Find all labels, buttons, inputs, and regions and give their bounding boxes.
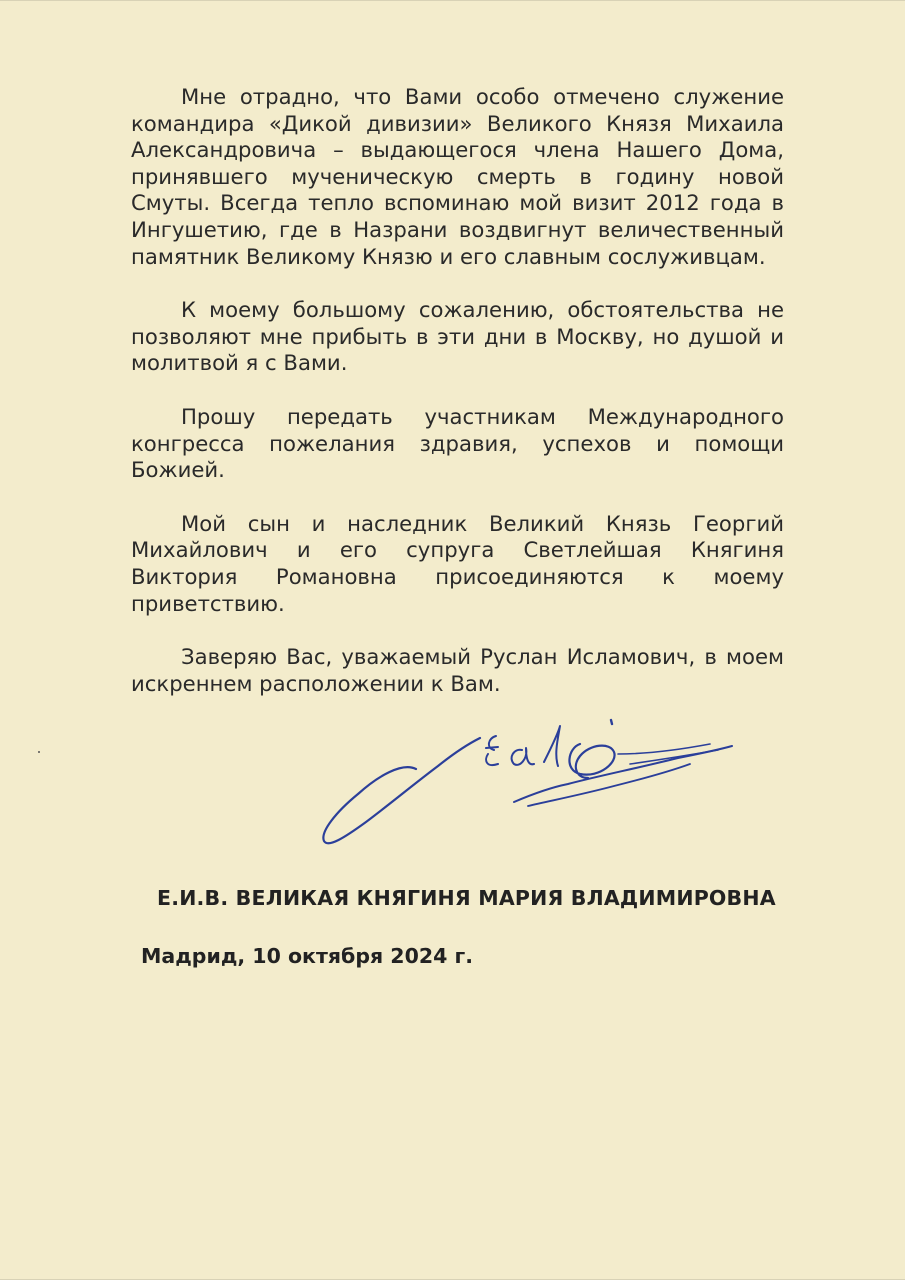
paragraph-wishes: Прошу передать участникам Международного конгресса пожелания здравия, успехов и помощи Божией.: [131, 403, 784, 483]
signatory-name: Е.И.В. ВЕЛИКАЯ КНЯГИНЯ МАРИЯ ВЛАДИМИРОВНА: [157, 886, 776, 910]
paragraph-family-greeting: Мой сын и наследник Великий Князь Георгий Михайлович и его супруга Светлейшая Княгиня Виктория Романовна присоединяются к моему приветствию.: [131, 510, 784, 616]
handwritten-signature-icon: [318, 714, 748, 854]
paragraph-regret: К моему большому сожалению, обстоятельства не позволяют мне прибыть в эти дни в Москву, но душой и молитвой я с Вами.: [131, 297, 784, 376]
place-and-date: Мадрид, 10 октября 2024 г.: [141, 944, 473, 968]
paper-speck: [38, 751, 40, 753]
letter-body: [131, 84, 784, 724]
paragraph-closing: Заверяю Вас, уважаемый Руслан Исламович, в моем искреннем расположении к Вам.: [131, 644, 784, 696]
paragraph-tribute: Мне отрадно, что Вами особо отмечено служение командира «Дикой дивизии» Великого Князя Михаила Александровича – выдающегося члена Нашего Дома, принявшего мученическую смерть в годину новой Смуты. Всегда тепло вспоминаю мой визит 2012 года в Ингушетию, где в Назрани воздвигнут величественный памятник Великому Князю и его славным сослуживцам.: [131, 84, 784, 269]
